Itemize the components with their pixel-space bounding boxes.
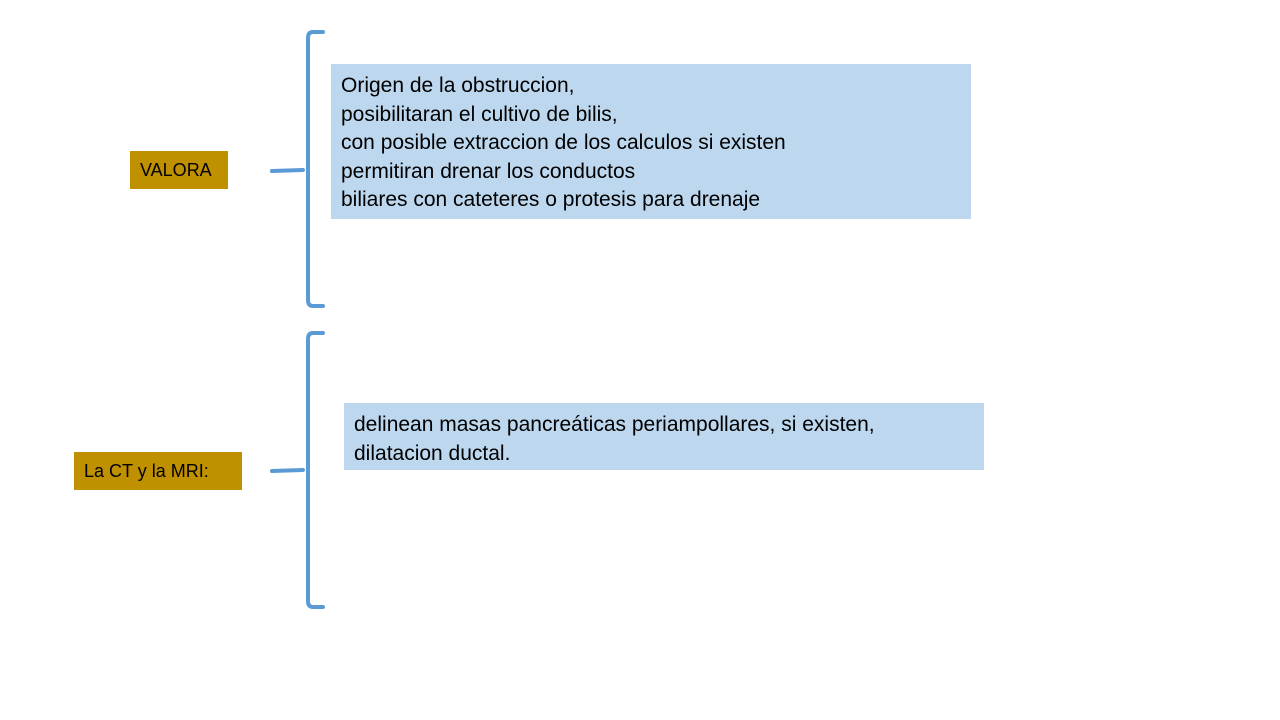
description-line: posibilitaran el cultivo de bilis, [341, 102, 618, 126]
description-line: Origen de la obstruccion, [341, 74, 575, 97]
ct-mri-description-box [344, 403, 984, 470]
description-line: biliares con cateteres o protesis para drenaje [341, 188, 761, 211]
description-line: con posible extraccion de los calculos si existen [341, 131, 786, 154]
description-line: permitiran drenar los conductos [341, 159, 636, 183]
description-line: delinean masas pancreáticas periampollares, si existen, [354, 413, 875, 436]
ct-mri-label: La CT y la MRI: [74, 452, 242, 490]
valora-label: VALORA [130, 151, 228, 189]
description-line: dilatacion ductal. [354, 441, 511, 465]
